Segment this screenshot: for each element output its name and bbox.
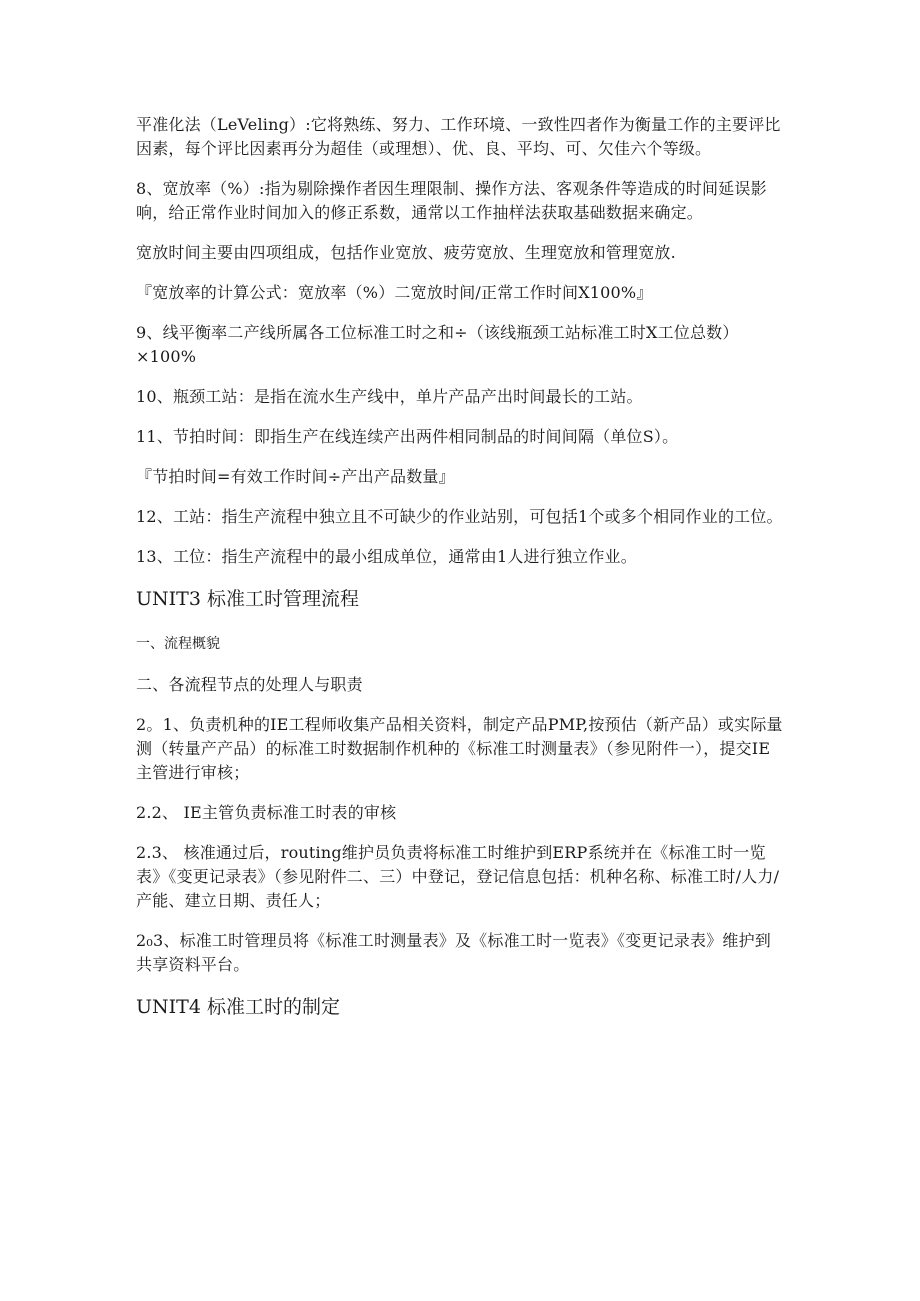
takt-time-formula: 『节拍时间=有效工作时间÷产出产品数量』 <box>136 467 455 486</box>
line-balance-definition: 9、线平衡率二产线所属各工位标准工时之和÷（该线瓶颈工站标准工时X工位总数）×100% <box>136 323 739 366</box>
workstation-definition: 12、工站：指生产流程中独立且不可缺少的作业站别，可包括1个或多个相同作业的工位。 <box>136 507 783 526</box>
work-position-definition: 13、工位：指生产流程中的最小组成单位，通常由1人进行独立作业。 <box>136 547 637 566</box>
allowance-formula: 『宽放率的计算公式：宽放率（%）二宽放时间/正常工作时间X100%』 <box>136 283 653 302</box>
step-2-3: 2.3、 核准通过后，routing维护员负责将标准工时维护到ERP系统并在《标准工时一览表》《变更记录表》（参见附件二、三）中登记，登记信息包括：机种名称、标准工时/人力/产能、建立日期、责任人； <box>136 843 780 910</box>
takt-time-definition: 11、节拍时间：即指生产在线连续产出两件相同制品的时间间隔（单位S）。 <box>136 427 679 446</box>
step-2-1: 2。1、负责机种的IE工程师收集产品相关资料，制定产品PMP,按预估（新产品）或实际量测（转量产产品）的标准工时数据制作机种的《标准工时测量表》（参见附件一），提交IE主管进行审核； <box>136 715 783 782</box>
allowance-components: 宽放时间主要由四项组成，包括作业宽放、疲劳宽放、生理宽放和管理宽放. <box>136 243 676 262</box>
step-2-3b: 2₀3、标准工时管理员将《标准工时测量表》及《标准工时一览表》《变更记录表》维护到共享资料平台。 <box>136 931 771 974</box>
document-page <box>136 113 786 1021</box>
unit3-heading: UNIT3 标准工时管理流程 <box>136 588 359 610</box>
bottleneck-definition: 10、瓶颈工站：是指在流水生产线中，单片产品产出时间最长的工站。 <box>136 387 643 406</box>
process-nodes-heading: 二、各流程节点的处理人与职责 <box>136 675 363 694</box>
process-overview: 一、流程概貌 <box>136 636 220 652</box>
step-2-2: 2.2、 IE主管负责标准工时表的审核 <box>136 803 397 822</box>
allowance-rate-definition: 8、宽放率（%）:指为剔除操作者因生理限制、操作方法、客观条件等造成的时间延误影响，给正常作业时间加入的修正系数，通常以工作抽样法获取基础数据来确定。 <box>136 179 767 222</box>
leveling-paragraph: 平准化法（LeVeling）:它将熟练、努力、工作环境、一致性四者作为衡量工作的主要评比因素，每个评比因素再分为超佳（或理想）、优、良、平均、可、欠佳六个等级。 <box>136 115 781 158</box>
unit4-heading: UNIT4 标准工时的制定 <box>136 996 340 1018</box>
